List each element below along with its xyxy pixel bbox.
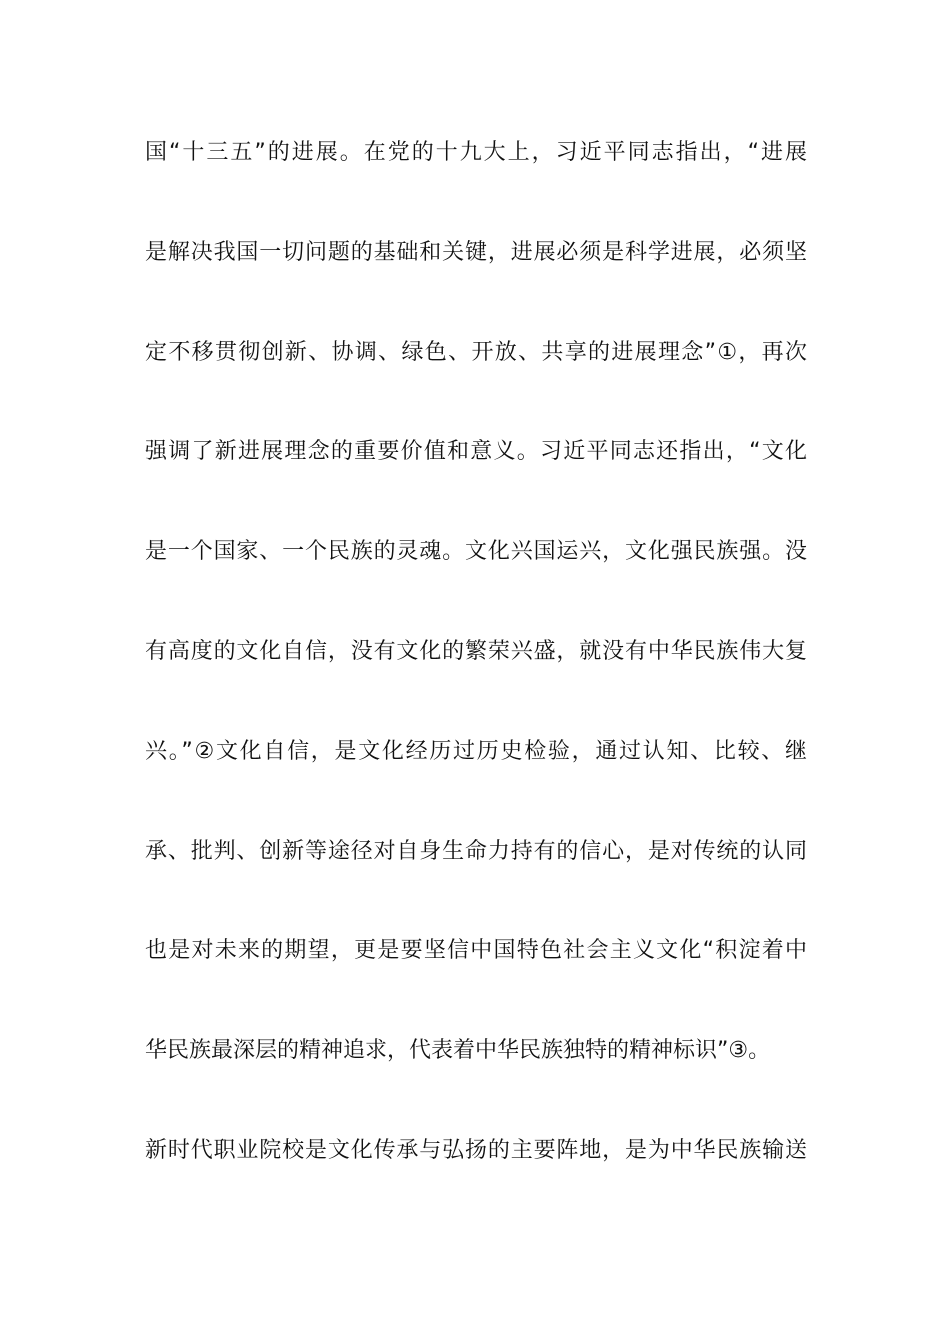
text-line-9: 也是对未来的期望，更是要坚信中国特色社会主义文化“积淀着中 [145,938,807,964]
text-line-3: 定不移贯彻创新、协调、绿色、开放、共享的进展理念”①，再次 [145,339,807,365]
text-line-8: 承、批判、创新等途径对自身生命力持有的信心，是对传统的认同 [145,838,807,864]
text-line-2: 是解决我国一切问题的基础和关键，进展必须是科学进展，必须坚 [145,239,807,265]
text-line-10: 华民族最深层的精神追求，代表着中华民族独特的精神标识”③。 [145,1038,771,1064]
text-line-7: 兴。”②文化自信，是文化经历过历史检验，通过认知、比较、继 [145,738,807,764]
body-text [145,128,807,1226]
text-line-5: 是一个国家、一个民族的灵魂。文化兴国运兴，文化强民族强。没 [145,539,807,565]
text-line-11: 新时代职业院校是文化传承与弘扬的主要阵地，是为中华民族输送 [145,1137,807,1163]
text-line-4: 强调了新进展理念的重要价值和意义。习近平同志还指出，“文化 [145,439,807,465]
text-line-6: 有高度的文化自信，没有文化的繁荣兴盛，就没有中华民族伟大复 [145,638,807,664]
text-line-1: 国“十三五”的进展。在党的十九大上，习近平同志指出，“进展 [145,140,807,165]
